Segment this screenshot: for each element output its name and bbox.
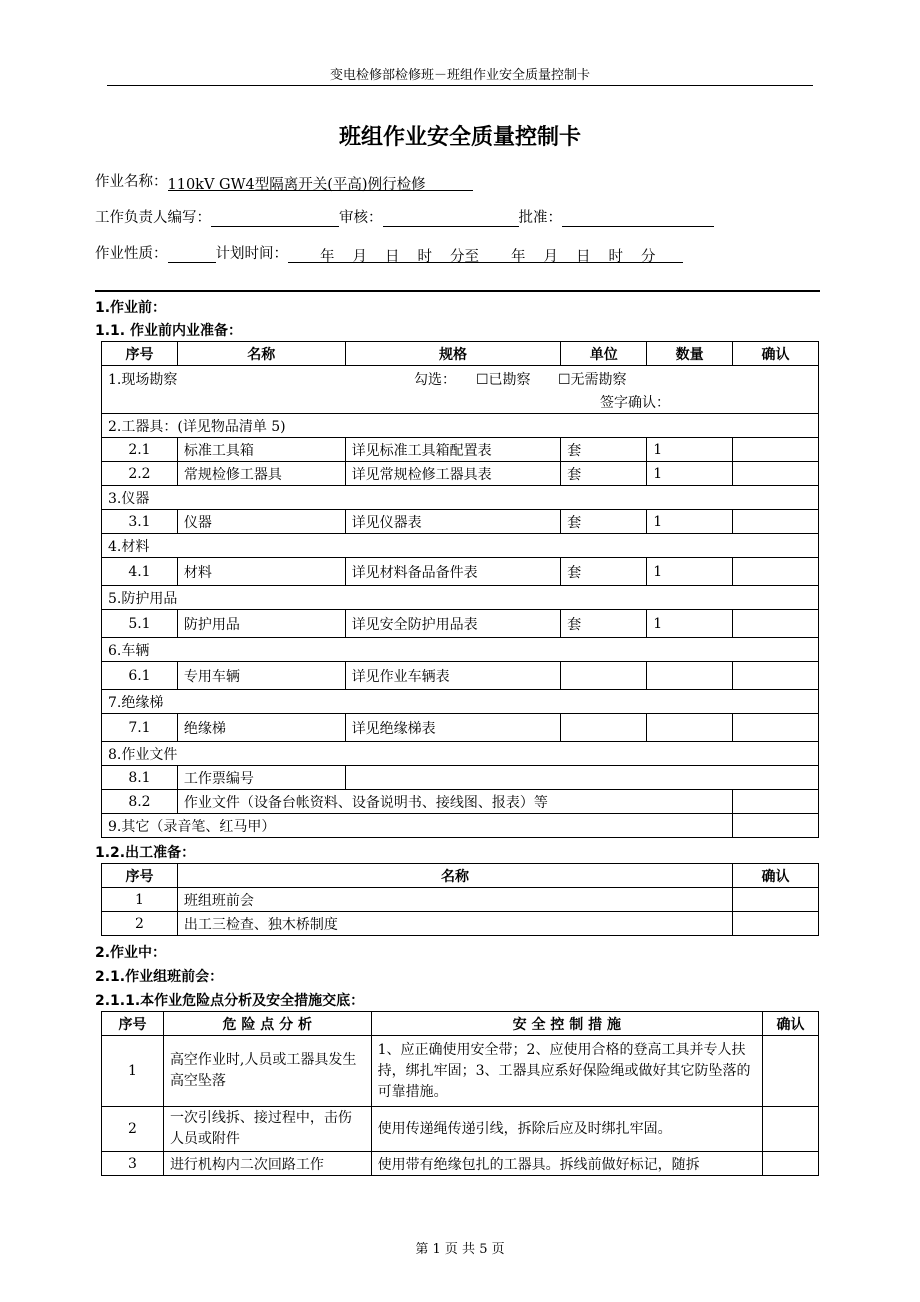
table-header-row: 序号 名称 确认 [102,864,819,888]
section-2-1-heading: 2.1.作业组班前会： [95,969,224,985]
signoff-line [95,206,714,227]
review-field[interactable] [383,209,519,227]
table-row: 5.1 防护用品 详见安全防护用品表 套 1 [102,610,819,638]
checkbox-no-survey[interactable]: ☐无需勘察 [558,372,627,388]
table-row: 8.作业文件 [102,742,819,766]
confirm-cell[interactable] [733,610,819,638]
table-row: 4.1 材料 详见材料备品备件表 套 1 [102,558,819,586]
table-row: 2 一次引线拆、接过程中，击伤人员或附件 使用传递绳传递引线，拆除后应及时绑扎牢固。 [102,1107,819,1152]
author-label: 工作负责人编写： [95,210,211,226]
prep-table [101,341,819,838]
plan-time-field[interactable]: 年 月 日 时 分至 年 月 日 时 分 [288,245,683,263]
review-label: 审核： [339,210,383,226]
job-name-field[interactable] [168,173,473,191]
confirm-cell[interactable] [733,438,819,462]
table-row: 3 进行机构内二次回路工作 使用带有绝缘包扎的工器具。拆线前做好标记，随拆 [102,1152,819,1176]
table-row: 7.绝缘梯 [102,690,819,714]
table-row: 1 班组班前会 [102,888,819,912]
table-row: 3.1 仪器 详见仪器表 套 1 [102,510,819,534]
confirm-cell[interactable] [763,1107,819,1152]
work-ticket-number-field[interactable] [345,766,818,790]
table-row [102,366,819,414]
table-row: 6.车辆 [102,638,819,662]
table-row: 2 出工三检查、独木桥制度 [102,912,819,936]
section-1-1-heading: 1.1. 作业前内业准备： [95,323,242,339]
job-name-line [95,170,473,191]
approve-field[interactable] [562,209,714,227]
table-row: 1 高空作业时,人员或工器具发生高空坠落 1、应正确使用安全带；2、应使用合格的登高工具并专人扶持，绑扎牢固；3、工器具应系好保险绳或做好其它防坠落的可靠措施。 [102,1036,819,1107]
table-header-row: 序号 危 险 点 分 析 安 全 控 制 措 施 确认 [102,1012,819,1036]
table-row: 8.1 工作票编号 [102,766,819,790]
confirm-cell[interactable] [733,510,819,534]
confirm-cell[interactable] [733,790,819,814]
table-row: 8.2 作业文件（设备台帐资料、设备说明书、接线图、报表）等 [102,790,819,814]
table-header-row: 序号 名称 规格 单位 数量 确认 [102,342,819,366]
table-row: 6.1 专用车辆 详见作业车辆表 [102,662,819,690]
confirm-cell[interactable] [733,814,819,838]
page-header: 变电检修部检修班－班组作业安全质量控制卡 [329,68,590,83]
page-footer: 第 1 页 共 5 页 [415,1242,505,1257]
risk-table [101,1011,819,1176]
table-row: 2.1 标准工具箱 详见标准工具箱配置表 套 1 [102,438,819,462]
confirm-cell[interactable] [733,662,819,690]
confirm-cell[interactable] [733,714,819,742]
checkbox-surveyed[interactable]: ☐已勘察 [476,372,531,388]
table-row: 7.1 绝缘梯 详见绝缘梯表 [102,714,819,742]
table-row: 2.2 常规检修工器具 详见常规检修工器具表 套 1 [102,462,819,486]
confirm-cell[interactable] [733,558,819,586]
table-row: 3.仪器 [102,486,819,510]
approve-label: 批准： [518,210,562,226]
nature-line [95,242,683,263]
header-rule [107,85,813,86]
confirm-cell[interactable] [763,1152,819,1176]
nature-label: 作业性质： [95,246,168,262]
table-row: 9.其它（录音笔、红马甲） [102,814,819,838]
survey-sign-label: 签字确认： [600,395,670,411]
section-1-heading: 1.作业前： [95,300,167,316]
confirm-cell[interactable] [733,462,819,486]
plan-label: 计划时间： [215,246,288,262]
table-row: 4.材料 [102,534,819,558]
section-1-2-heading: 1.2.出工准备： [95,845,196,861]
survey-cell: 1.现场勘察 勾选： ☐已勘察 ☐无需勘察 签字确认： [102,366,819,414]
table-row: 2.工器具：(详见物品清单 5) [102,414,819,438]
author-field[interactable] [211,209,339,227]
section-rule [95,290,820,292]
page-title: 班组作业安全质量控制卡 [338,125,581,150]
confirm-cell[interactable] [733,912,819,936]
job-name-label: 作业名称： [95,174,168,190]
section-2-1-1-heading: 2.1.1.本作业危险点分析及安全措施交底： [95,993,365,1009]
section-2-heading: 2.作业中： [95,945,167,961]
job-name-value: 110kV GW4型隔离开关(平高)例行检修 [167,177,426,193]
confirm-cell[interactable] [763,1036,819,1107]
confirm-cell[interactable] [733,888,819,912]
out-table [101,863,819,936]
survey-check-label: 勾选： [414,372,456,388]
nature-field[interactable] [168,245,216,263]
table-row: 5.防护用品 [102,586,819,610]
